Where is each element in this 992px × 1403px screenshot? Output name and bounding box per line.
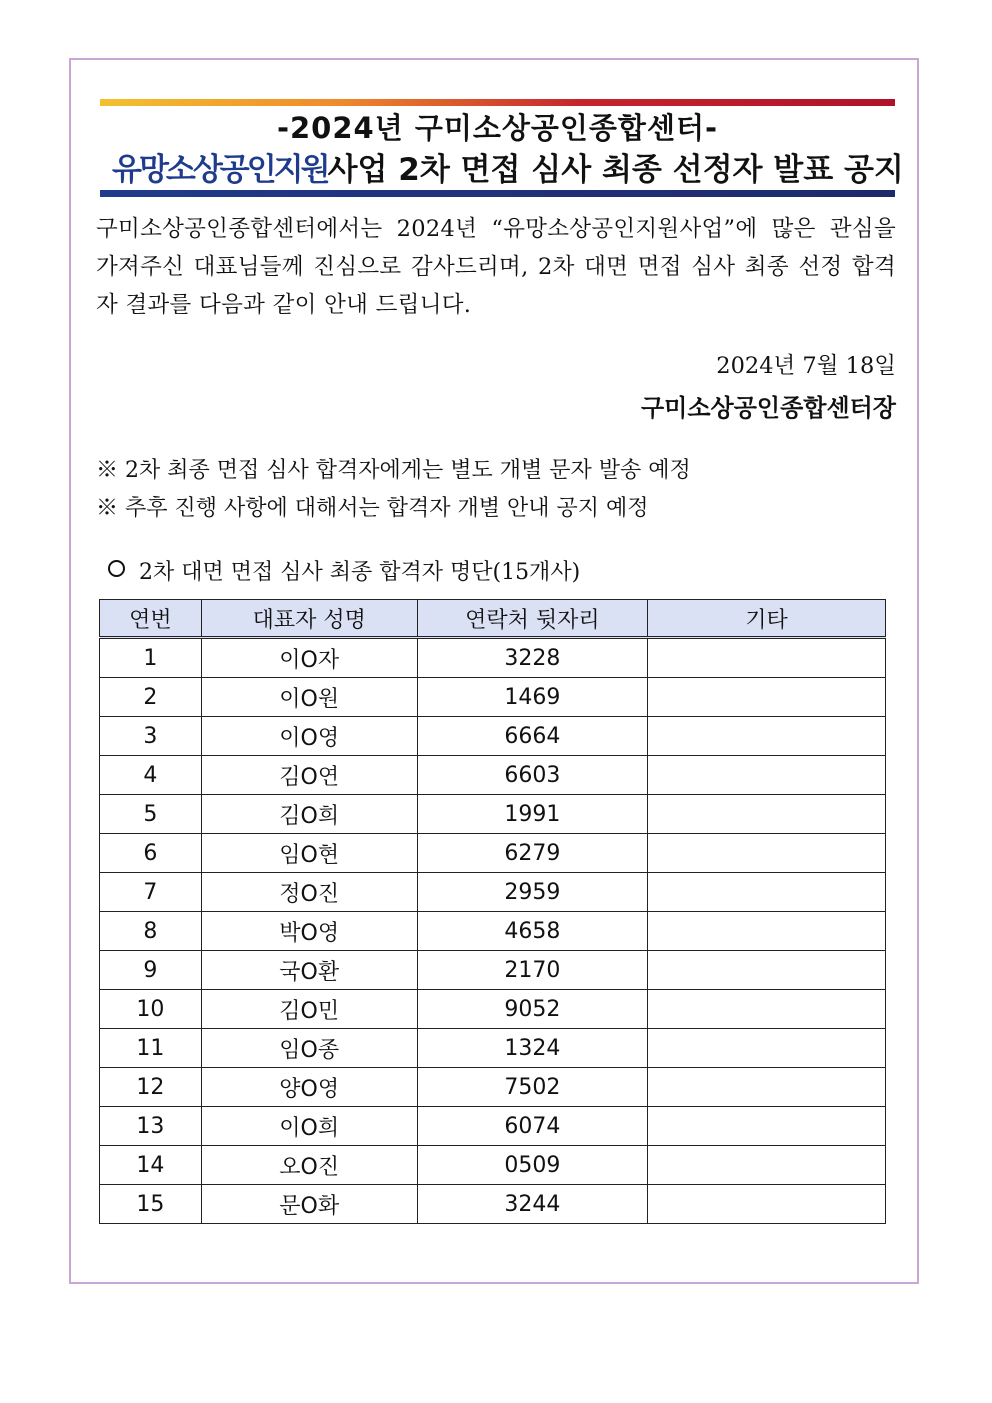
- cell-etc: [647, 1068, 885, 1107]
- intro-paragraph: 구미소상공인종합센터에서는 2024년 “유망소상공인지원사업”에 많은 관심을 가져주신 대표님들께 진심으로 감사드리며, 2차 대면 면접 심사 최종 선정 합격자 결과를 다음과 같이 안내 드립니다.: [96, 216, 896, 318]
- header-etc: 기타: [647, 600, 885, 638]
- list-heading-text: 2차 대면 면접 심사 최종 합격자 명단(15개사): [139, 560, 581, 585]
- cell-phone: 4658: [417, 912, 647, 951]
- cell-etc: [647, 717, 885, 756]
- cell-name: 임O종: [201, 1029, 417, 1068]
- cell-name: 오O진: [201, 1146, 417, 1185]
- cell-name: 이O희: [201, 1107, 417, 1146]
- cell-name: 양O영: [201, 1068, 417, 1107]
- winners-table: [99, 599, 886, 1224]
- cell-name: 이O영: [201, 717, 417, 756]
- page-subtitle: [100, 150, 904, 190]
- cell-name: 문O화: [201, 1185, 417, 1224]
- cell-number: 9: [100, 951, 202, 990]
- table-row: [100, 1029, 886, 1068]
- cell-phone: 3244: [417, 1185, 647, 1224]
- table-row: [100, 912, 886, 951]
- cell-etc: [647, 1185, 885, 1224]
- cell-phone: 6279: [417, 834, 647, 873]
- title-bottom-bar: [100, 190, 895, 197]
- cell-etc: [647, 795, 885, 834]
- cell-number: 2: [100, 678, 202, 717]
- table-row: [100, 756, 886, 795]
- table-row: [100, 1068, 886, 1107]
- table-row: [100, 638, 886, 678]
- notice-date: 2024년 7월 18일: [716, 353, 896, 379]
- cell-phone: 1991: [417, 795, 647, 834]
- notes-list: [96, 452, 896, 528]
- cell-etc: [647, 756, 885, 795]
- cell-etc: [647, 638, 885, 678]
- cell-name: 김O민: [201, 990, 417, 1029]
- cell-etc: [647, 990, 885, 1029]
- table-row: [100, 678, 886, 717]
- table-row: [100, 795, 886, 834]
- table-row: [100, 990, 886, 1029]
- cell-number: 1: [100, 638, 202, 678]
- cell-number: 15: [100, 1185, 202, 1224]
- table-row: [100, 1185, 886, 1224]
- cell-number: 4: [100, 756, 202, 795]
- cell-etc: [647, 678, 885, 717]
- table-row: [100, 873, 886, 912]
- cell-number: 11: [100, 1029, 202, 1068]
- cell-etc: [647, 1146, 885, 1185]
- cell-phone: 1324: [417, 1029, 647, 1068]
- header-number: 연번: [100, 600, 202, 638]
- cell-name: 국O환: [201, 951, 417, 990]
- cell-number: 7: [100, 873, 202, 912]
- cell-etc: [647, 1107, 885, 1146]
- cell-name: 박O영: [201, 912, 417, 951]
- cell-number: 6: [100, 834, 202, 873]
- cell-etc: [647, 834, 885, 873]
- subtitle-text: 사업 2차 면접 심사 최종 선정자 발표 공지: [327, 152, 904, 188]
- table-row: [100, 1146, 886, 1185]
- table-row: [100, 834, 886, 873]
- cell-number: 5: [100, 795, 202, 834]
- cell-number: 14: [100, 1146, 202, 1185]
- cell-phone: 3228: [417, 638, 647, 678]
- table-body: [100, 638, 886, 1224]
- cell-name: 이O원: [201, 678, 417, 717]
- cell-name: 이O자: [201, 638, 417, 678]
- header-name: 대표자 성명: [201, 600, 417, 638]
- cell-etc: [647, 873, 885, 912]
- cell-name: 임O현: [201, 834, 417, 873]
- cell-phone: 6603: [417, 756, 647, 795]
- cell-etc: [647, 1029, 885, 1068]
- table-row: [100, 951, 886, 990]
- cell-number: 13: [100, 1107, 202, 1146]
- cell-phone: 6074: [417, 1107, 647, 1146]
- cell-etc: [647, 912, 885, 951]
- cell-number: 10: [100, 990, 202, 1029]
- cell-number: 8: [100, 912, 202, 951]
- cell-phone: 0509: [417, 1146, 647, 1185]
- program-brand-logo: 유망소상공인지원: [112, 152, 328, 188]
- page-title: -2024년 구미소상공인종합센터-: [276, 111, 719, 145]
- cell-name: 정O진: [201, 873, 417, 912]
- note-item: ※ 추후 진행 사항에 대해서는 합격자 개별 안내 공지 예정: [96, 496, 649, 521]
- cell-phone: 2170: [417, 951, 647, 990]
- note-item: ※ 2차 최종 면접 심사 합격자에게는 별도 개별 문자 발송 예정: [96, 458, 691, 483]
- table-row: [100, 1107, 886, 1146]
- cell-phone: 2959: [417, 873, 647, 912]
- cell-number: 3: [100, 717, 202, 756]
- cell-phone: 1469: [417, 678, 647, 717]
- cell-phone: 6664: [417, 717, 647, 756]
- table-row: [100, 717, 886, 756]
- cell-number: 12: [100, 1068, 202, 1107]
- notice-sender: 구미소상공인종합센터장: [640, 393, 896, 422]
- circle-bullet-icon: [108, 560, 125, 577]
- title-top-bar: [100, 99, 895, 106]
- header-phone: 연락처 뒷자리: [417, 600, 647, 638]
- table-header-row: [100, 600, 886, 638]
- cell-name: 김O연: [201, 756, 417, 795]
- cell-phone: 9052: [417, 990, 647, 1029]
- cell-etc: [647, 951, 885, 990]
- cell-name: 김O희: [201, 795, 417, 834]
- cell-phone: 7502: [417, 1068, 647, 1107]
- list-heading: [108, 554, 580, 592]
